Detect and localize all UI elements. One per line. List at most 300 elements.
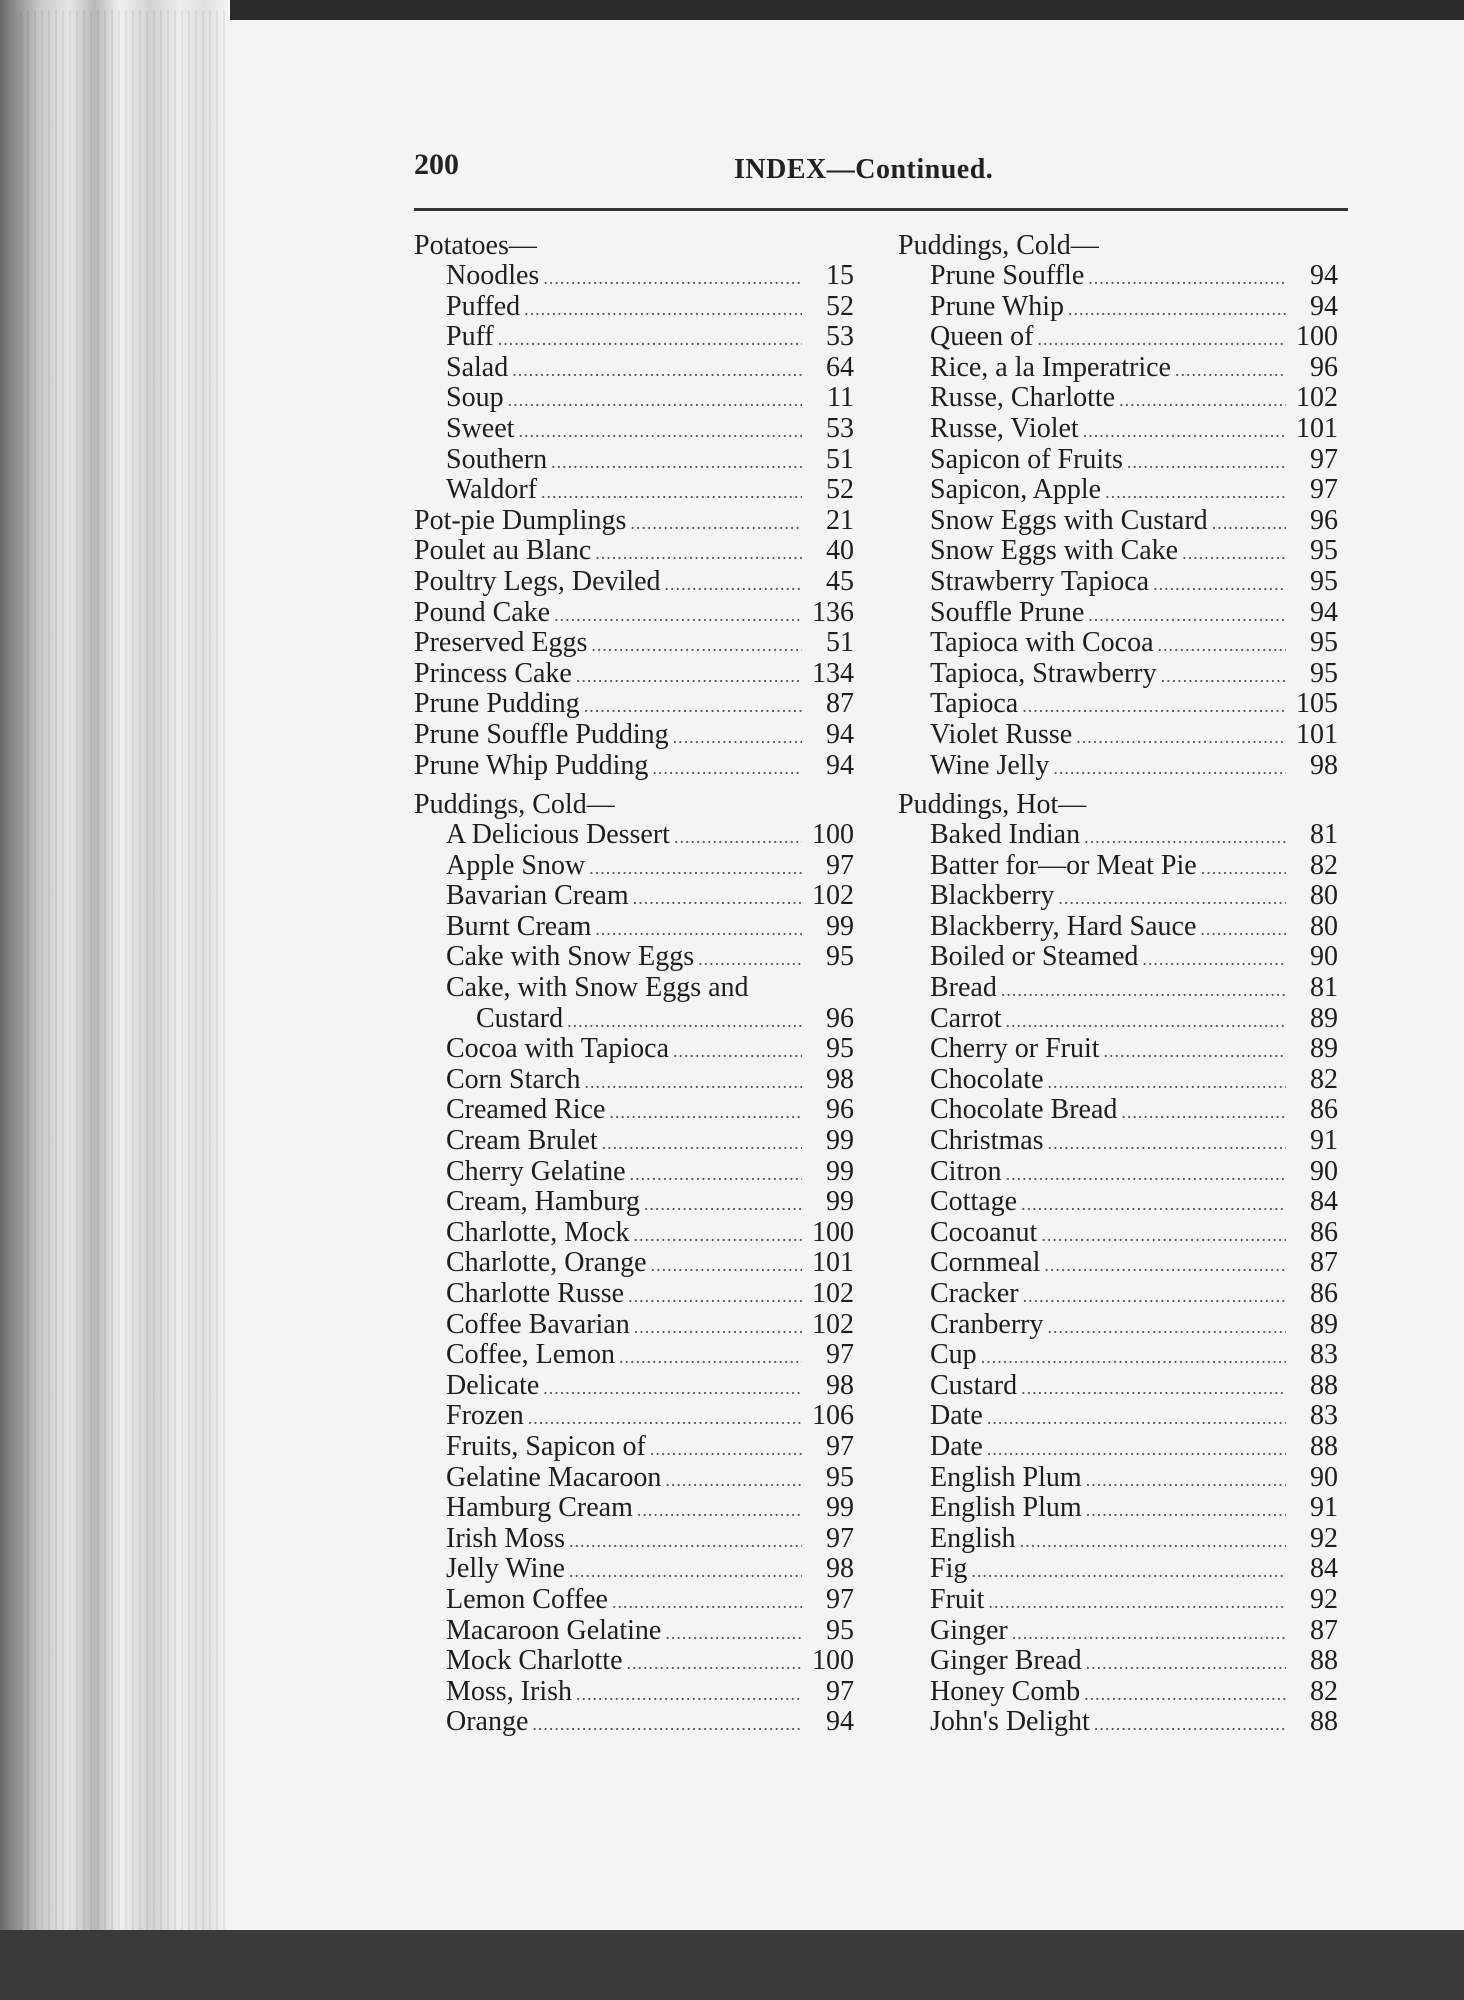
- entry-page: 101: [1296, 718, 1338, 750]
- page-edge-lines: [20, 10, 225, 1940]
- index-entry: [898, 1463, 1338, 1494]
- entry-page: 102: [812, 880, 854, 912]
- entry-page: 97: [826, 1430, 854, 1462]
- entry-label: Violet Russe: [930, 718, 1073, 750]
- entry-label: Moss, Irish: [446, 1675, 573, 1707]
- entry-page: 11: [827, 382, 854, 414]
- index-entry: [414, 1432, 854, 1463]
- entry-page: 21: [826, 504, 854, 536]
- entry-page: 106: [812, 1400, 854, 1432]
- index-entry: [414, 942, 854, 973]
- entry-label: Sapicon of Fruits: [930, 443, 1123, 475]
- index-entry: [898, 1034, 1338, 1065]
- index-entry: [414, 820, 854, 851]
- leader-dots: [644, 1189, 802, 1220]
- entry-label: Mock Charlotte: [446, 1645, 623, 1677]
- leader-dots: [627, 1648, 802, 1679]
- index-entry: [898, 261, 1338, 292]
- entry-page: 87: [1310, 1247, 1338, 1279]
- entry-page: 80: [1310, 880, 1338, 912]
- index-entry: [898, 1524, 1338, 1555]
- index-entry: [898, 353, 1338, 384]
- leader-dots: [1119, 385, 1286, 416]
- entry-label: John's Delight: [930, 1706, 1090, 1738]
- entry-label: Blackberry: [930, 880, 1055, 912]
- entry-label: Fig: [930, 1553, 968, 1585]
- index-entry: [898, 851, 1338, 882]
- entry-label: Charlotte Russe: [446, 1278, 625, 1309]
- index-entry: [414, 751, 854, 782]
- index-entry: [414, 1707, 854, 1738]
- section-heading-puddings-cold-cont: Puddings, Cold—: [898, 230, 1099, 261]
- leader-dots: [1068, 294, 1286, 325]
- index-column-right: [898, 230, 1338, 1738]
- leader-dots: [1053, 753, 1286, 784]
- leader-dots: [602, 1128, 802, 1159]
- entry-page: 97: [826, 849, 854, 881]
- entry-label: Charlotte, Mock: [446, 1216, 630, 1248]
- entry-label: Ginger: [930, 1614, 1008, 1646]
- entry-label: Queen of: [930, 321, 1034, 353]
- entry-page: 95: [1310, 535, 1338, 567]
- index-entry: [898, 628, 1338, 659]
- index-entry: [898, 1310, 1338, 1341]
- leader-dots: [1088, 263, 1286, 294]
- index-entry: [898, 1126, 1338, 1157]
- index-entry: [414, 536, 854, 567]
- entry-page: 97: [826, 1522, 854, 1554]
- index-entry: [414, 414, 854, 445]
- header-rule: [414, 208, 1348, 211]
- entry-label: Cracker: [930, 1278, 1019, 1309]
- index-entry: [898, 506, 1338, 537]
- index-entry: [414, 1463, 854, 1494]
- puddings-hot-list: [898, 820, 1338, 1738]
- index-entry: [414, 1677, 854, 1708]
- leader-dots: [1041, 1220, 1286, 1251]
- entry-label: Coffee, Lemon: [446, 1339, 615, 1371]
- entry-page: 96: [826, 1002, 854, 1034]
- entry-page: 86: [1310, 1216, 1338, 1248]
- entry-label: Prune Pudding: [414, 688, 580, 720]
- entry-page: 80: [1310, 910, 1338, 942]
- entry-label: Tapioca with Cocoa: [930, 627, 1154, 659]
- leader-dots: [524, 294, 802, 325]
- entry-label: Poulet au Blanc: [414, 535, 592, 567]
- index-entry: [898, 820, 1338, 851]
- entry-page: 86: [1310, 1094, 1338, 1126]
- index-entry: [414, 1616, 854, 1647]
- entry-page: 100: [812, 819, 854, 851]
- index-entry: [898, 973, 1338, 1004]
- entry-page: 82: [1310, 1063, 1338, 1095]
- section-heading-puddings-cold: Puddings, Cold—: [414, 789, 615, 821]
- entry-label: Batter for—or Meat Pie: [930, 849, 1197, 881]
- entry-page: 94: [826, 718, 854, 750]
- entry-page: 99: [826, 1186, 854, 1218]
- entry-page: 96: [1310, 504, 1338, 536]
- leader-dots: [1021, 1189, 1286, 1220]
- entry-label: Apple Snow: [446, 849, 586, 881]
- leader-dots: [508, 385, 802, 416]
- entry-label: Rice, a la Imperatrice: [930, 351, 1171, 383]
- leader-dots: [1022, 691, 1286, 722]
- leader-dots: [1044, 1250, 1286, 1281]
- entry-label: Honey Comb: [930, 1675, 1081, 1707]
- puddings-cold-list-b: [414, 1034, 854, 1738]
- leader-dots: [584, 691, 802, 722]
- leader-dots: [987, 1403, 1286, 1434]
- entry-page: 92: [1310, 1522, 1338, 1554]
- leader-dots: [576, 1679, 802, 1710]
- entry-page: 97: [826, 1339, 854, 1371]
- page-title: INDEX—Continued.: [734, 154, 994, 185]
- index-entry: [414, 851, 854, 882]
- entry-label: Puffed: [446, 290, 521, 322]
- leader-dots: [595, 914, 802, 945]
- entry-page: 97: [1310, 443, 1338, 475]
- leader-dots: [673, 722, 802, 753]
- leader-dots: [1121, 1097, 1286, 1128]
- entry-page: 89: [1310, 1308, 1338, 1340]
- entry-page: 83: [1310, 1400, 1338, 1432]
- entry-page: 90: [1310, 1461, 1338, 1493]
- leader-dots: [1001, 975, 1286, 1006]
- index-entry: [414, 689, 854, 720]
- index-entry: [898, 598, 1338, 629]
- entry-label: Russe, Violet: [930, 412, 1079, 444]
- entry-label: Sweet: [446, 412, 515, 444]
- entry-label: Soup: [446, 382, 504, 414]
- leader-dots: [1058, 883, 1286, 914]
- leader-dots: [1088, 600, 1286, 631]
- leader-dots: [652, 753, 802, 784]
- entry-label: Corn Starch: [446, 1063, 581, 1095]
- index-entry: [414, 445, 854, 476]
- index-entry: [898, 1432, 1338, 1463]
- entry-page: 95: [826, 1614, 854, 1646]
- leader-dots: [650, 1434, 802, 1465]
- index-entry: [414, 1248, 854, 1279]
- index-entry: [898, 1493, 1338, 1524]
- entry-page: 92: [1310, 1583, 1338, 1615]
- entry-label: Pot-pie Dumplings: [414, 504, 627, 536]
- entry-label: English: [930, 1522, 1016, 1554]
- entry-label: Custard: [476, 1002, 564, 1034]
- entry-label: Princess Cake: [414, 657, 572, 689]
- page-header: [414, 148, 1348, 194]
- leader-dots: [541, 477, 802, 508]
- index-entry: [414, 353, 854, 384]
- entry-label: Frozen: [446, 1400, 524, 1432]
- entry-label: Hamburg Cream: [446, 1492, 633, 1524]
- entry-label: Chocolate: [930, 1063, 1044, 1095]
- entry-page: 94: [1310, 596, 1338, 628]
- entry-label: Southern: [446, 443, 548, 475]
- index-entry: [414, 1034, 854, 1065]
- leader-dots: [619, 1342, 802, 1373]
- index-entry: [414, 1646, 854, 1677]
- entry-page: 100: [812, 1645, 854, 1677]
- entry-page: 101: [812, 1247, 854, 1279]
- entry-label: Bread: [930, 972, 997, 1004]
- leader-dots: [1021, 1373, 1286, 1404]
- entry-page: 94: [1310, 290, 1338, 322]
- entry-page: 102: [812, 1308, 854, 1340]
- entry-label: Cake with Snow Eggs: [446, 941, 695, 973]
- leader-dots: [1182, 538, 1286, 569]
- leader-dots: [651, 1250, 802, 1281]
- entry-page: 52: [826, 290, 854, 322]
- leader-dots: [569, 1526, 802, 1557]
- entry-page: 95: [1310, 565, 1338, 597]
- leader-dots: [512, 355, 802, 386]
- index-entry: [898, 445, 1338, 476]
- leader-dots: [1037, 324, 1286, 355]
- leader-dots: [543, 263, 802, 294]
- index-entry: [898, 383, 1338, 414]
- leader-dots: [634, 1220, 802, 1251]
- entry-label: Coffee Bavarian: [446, 1308, 630, 1340]
- index-entry: [414, 261, 854, 292]
- entry-label: English Plum: [930, 1492, 1082, 1524]
- entry-page: 91: [1310, 1492, 1338, 1524]
- entry-label: Date: [930, 1430, 983, 1462]
- entry-label: Orange: [446, 1706, 529, 1738]
- index-entry: [414, 322, 854, 353]
- leader-dots: [1020, 1526, 1286, 1557]
- entry-page: 89: [1310, 1033, 1338, 1065]
- entry-label: Tapioca: [930, 688, 1019, 720]
- index-entry: [898, 1095, 1338, 1126]
- index-entry: [898, 414, 1338, 445]
- entry-label: Chocolate Bread: [930, 1094, 1118, 1126]
- scan-background: [0, 1930, 1464, 2000]
- entry-label: Christmas: [930, 1125, 1044, 1157]
- index-entry: [898, 1616, 1338, 1647]
- index-entry: [414, 1371, 854, 1402]
- index-entry: [414, 1493, 854, 1524]
- leader-dots: [595, 538, 802, 569]
- leader-dots: [674, 822, 802, 853]
- entry-page: 51: [826, 443, 854, 475]
- entry-label: Date: [930, 1400, 983, 1432]
- leader-dots: [1086, 1648, 1286, 1679]
- leader-dots: [1200, 914, 1286, 945]
- index-entry: [414, 881, 854, 912]
- index-entry-continuation: [414, 1004, 854, 1035]
- entry-label: Poultry Legs, Deviled: [414, 565, 661, 597]
- entry-page: 102: [1296, 382, 1338, 414]
- leader-dots: [1104, 1036, 1286, 1067]
- index-entry: [898, 1646, 1338, 1677]
- index-entry: [898, 912, 1338, 943]
- leader-dots: [971, 1556, 1286, 1587]
- leader-dots: [591, 630, 802, 661]
- entry-page: 40: [826, 535, 854, 567]
- leader-dots: [1048, 1312, 1286, 1343]
- index-entry: [898, 475, 1338, 506]
- leader-dots: [1175, 355, 1286, 386]
- index-entry: [898, 1004, 1338, 1035]
- leader-dots: [585, 1067, 802, 1098]
- leader-dots: [1006, 1006, 1286, 1037]
- entry-page: 136: [812, 596, 854, 628]
- entry-page: 99: [826, 910, 854, 942]
- entry-page: 97: [826, 1675, 854, 1707]
- index-entry: [898, 1065, 1338, 1096]
- entry-label: Custard: [930, 1369, 1018, 1401]
- entry-label: Sapicon, Apple: [930, 474, 1102, 506]
- entry-page: 99: [826, 1125, 854, 1157]
- index-entry: [898, 1248, 1338, 1279]
- index-entry: [898, 881, 1338, 912]
- entry-page: 84: [1310, 1553, 1338, 1585]
- index-entry: [414, 1065, 854, 1096]
- leader-dots: [1086, 1495, 1286, 1526]
- leader-dots: [1153, 569, 1286, 600]
- entry-label: Blackberry, Hard Sauce: [930, 910, 1197, 942]
- book-page-edges: [0, 0, 230, 1950]
- entry-label: Snow Eggs with Custard: [930, 504, 1208, 536]
- entry-page: 98: [826, 1553, 854, 1585]
- entry-label: Cup: [930, 1339, 977, 1371]
- leader-dots: [1012, 1618, 1286, 1649]
- leader-dots: [628, 1281, 802, 1312]
- entry-page: 98: [826, 1063, 854, 1095]
- leader-dots: [1084, 1679, 1286, 1710]
- entry-label: Noodles: [446, 260, 540, 291]
- entry-page: 94: [826, 749, 854, 781]
- entry-page: 100: [1296, 321, 1338, 353]
- entry-label: Pound Cake: [414, 596, 551, 628]
- entry-page: 97: [1310, 474, 1338, 506]
- entry-page: 95: [1310, 657, 1338, 689]
- leader-dots: [543, 1373, 802, 1404]
- index-entry: [414, 1095, 854, 1126]
- index-entry: [898, 567, 1338, 598]
- index-entry: [898, 1187, 1338, 1218]
- leader-dots: [673, 1036, 802, 1067]
- leader-dots: [551, 447, 802, 478]
- entry-page: 99: [826, 1155, 854, 1187]
- entry-page: 82: [1310, 849, 1338, 881]
- entry-page: 88: [1310, 1369, 1338, 1401]
- index-entry: [414, 292, 854, 323]
- leader-dots: [698, 944, 802, 975]
- leader-dots: [1142, 944, 1286, 975]
- entry-label: Gelatine Macaroon: [446, 1461, 662, 1493]
- index-entry: [414, 567, 854, 598]
- leader-dots: [518, 416, 802, 447]
- entry-label: A Delicious Dessert: [446, 819, 670, 851]
- entry-page: 91: [1310, 1125, 1338, 1157]
- entry-label: Cranberry: [930, 1308, 1044, 1340]
- entry-label: Cherry Gelatine: [446, 1155, 626, 1187]
- index-entry: [414, 1187, 854, 1218]
- entry-page: 95: [826, 941, 854, 973]
- leader-dots: [637, 1495, 802, 1526]
- leader-dots: [1076, 722, 1286, 753]
- index-entry: [414, 1218, 854, 1249]
- entry-label: Tapioca, Strawberry: [930, 657, 1157, 689]
- leader-dots: [554, 600, 802, 631]
- entry-label: Macaroon Gelatine: [446, 1614, 662, 1646]
- entry-page: 90: [1310, 1155, 1338, 1187]
- entry-label: Charlotte, Orange: [446, 1247, 647, 1279]
- entry-label: Creamed Rice: [446, 1094, 606, 1126]
- entry-label: Cocoanut: [930, 1216, 1038, 1248]
- index-entry: [414, 1401, 854, 1432]
- leader-dots: [1158, 630, 1286, 661]
- index-entry: [898, 689, 1338, 720]
- entry-label: Russe, Charlotte: [930, 382, 1116, 414]
- entry-page: 64: [826, 351, 854, 383]
- leader-dots: [589, 853, 802, 884]
- entry-page: 100: [812, 1216, 854, 1248]
- leader-dots: [630, 1159, 802, 1190]
- entry-page: 96: [1310, 351, 1338, 383]
- entry-label: Baked Indian: [930, 819, 1081, 851]
- entry-page: 98: [826, 1369, 854, 1401]
- puddings-cold-list-c: [898, 261, 1338, 781]
- entry-page: 95: [1310, 627, 1338, 659]
- index-entry: [414, 1157, 854, 1188]
- puddings-cold-list-a: [414, 820, 854, 973]
- entry-page: 53: [826, 321, 854, 353]
- leader-dots: [1086, 1465, 1286, 1496]
- leader-dots: [1084, 822, 1286, 853]
- index-entry: [414, 912, 854, 943]
- index-entry: [898, 720, 1338, 751]
- entry-page: 101: [1296, 412, 1338, 444]
- entry-label: Delicate: [446, 1369, 540, 1401]
- entry-label: Boiled or Steamed: [930, 941, 1139, 973]
- index-entry: [898, 322, 1338, 353]
- entry-label: Fruit: [930, 1583, 985, 1615]
- entry-label: Citron: [930, 1155, 1002, 1187]
- leader-dots: [498, 324, 802, 355]
- entry-label: Preserved Eggs: [414, 627, 588, 659]
- entry-page: 52: [826, 474, 854, 506]
- entry-page: 89: [1310, 1002, 1338, 1034]
- leader-dots: [1094, 1709, 1286, 1740]
- entry-label: Burnt Cream: [446, 910, 592, 942]
- index-entry: [898, 1371, 1338, 1402]
- leader-dots: [633, 883, 802, 914]
- leader-dots: [576, 661, 802, 692]
- entry-label: Prune Souffle Pudding: [414, 718, 669, 750]
- entry-label: Ginger Bread: [930, 1645, 1082, 1677]
- index-entry: [414, 383, 854, 414]
- index-entry: [898, 1157, 1338, 1188]
- entry-label: Prune Souffle: [930, 260, 1085, 291]
- leader-dots: [1161, 661, 1286, 692]
- entry-label: Cornmeal: [930, 1247, 1041, 1279]
- entry-page: 88: [1310, 1645, 1338, 1677]
- index-entry: [898, 536, 1338, 567]
- index-entry: [414, 1126, 854, 1157]
- index-column-left: [414, 230, 854, 1738]
- index-entry: [414, 475, 854, 506]
- leader-dots: [1212, 508, 1286, 539]
- entry-page: 90: [1310, 941, 1338, 973]
- index-entry: [414, 659, 854, 690]
- entry-label: Waldorf: [446, 474, 538, 506]
- entry-label: Cocoa with Tapioca: [446, 1033, 670, 1065]
- leader-dots: [665, 1465, 802, 1496]
- entry-page: 95: [826, 1461, 854, 1493]
